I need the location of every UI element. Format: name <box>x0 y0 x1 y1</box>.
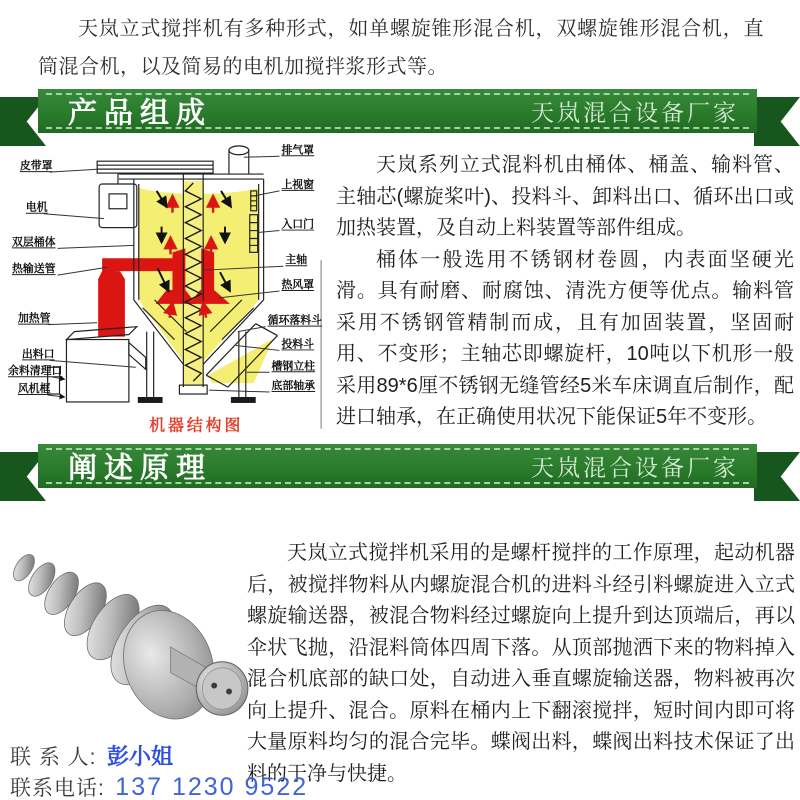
banner-title: 产品组成 <box>68 97 213 130</box>
ribbon-band <box>38 89 757 133</box>
diagram-label: 入口门 <box>281 218 315 231</box>
section-banner-composition <box>0 86 800 148</box>
diagram-label: 加热管 <box>17 312 51 325</box>
diagram-label: 热输送管 <box>11 263 56 276</box>
contact-name: 彭小姐 <box>106 744 173 769</box>
ribbon-band <box>38 444 757 488</box>
diagram-caption: 机器结构图 <box>149 417 244 435</box>
diagram-label: 投料斗 <box>281 338 315 351</box>
ribbon-tail-right-icon <box>754 97 800 146</box>
machine-structure-diagram <box>8 140 330 440</box>
diagram-label: 上视窗 <box>281 178 315 191</box>
diagram-label: 电机 <box>25 201 48 214</box>
contact-name-row <box>10 742 308 772</box>
ribbon-tail-right-icon <box>754 452 800 501</box>
diagram-label: 皮带罩 <box>19 160 53 173</box>
diagram-label: 循环落料斗 <box>267 314 322 327</box>
section-banner-principle <box>0 441 800 503</box>
contact-name-label: 联 系 人: <box>10 746 97 769</box>
intro-paragraph: 天岚立式搅拌机有多种形式，如单螺旋锥形混合机，双螺旋锥形混合机，直筒混合机，以及简易的电机加搅拌浆形式等。 <box>38 18 764 78</box>
banner-company: 天岚混合设备厂家 <box>531 99 739 126</box>
contact-block <box>10 742 308 800</box>
contact-phone: 137 1230 9522 <box>115 773 309 800</box>
composition-text <box>336 150 794 434</box>
diagram-label: 槽钢立柱 <box>271 360 316 373</box>
banner-title: 阐述原理 <box>68 452 213 485</box>
contact-phone-label: 联系电话: <box>10 777 105 800</box>
contact-phone-row <box>10 772 308 800</box>
diagram-label: 热风罩 <box>281 279 315 292</box>
banner-company: 天岚混合设备厂家 <box>531 454 739 481</box>
screw-auger-photo <box>2 528 250 746</box>
diagram-label: 余料清理口 <box>8 365 63 378</box>
screw-flights <box>9 551 228 732</box>
diagram-label: 排气罩 <box>281 144 315 157</box>
diagram-label: 出料口 <box>21 348 55 361</box>
composition-paragraph-2: 桶体一般选用不锈钢材卷圆，内表面坚硬光滑。具有耐磨、耐腐蚀、清洗方便等优点。输料管采用不锈钢管精制而成，且有加固装置，坚固耐用、不变形；主轴芯即螺旋杆，10吨以下机形一般采用89*6厘不锈钢无缝管经5米车床调直后制作，配进口轴承，在正确使用状况下能保证5年不变形。 <box>336 248 794 428</box>
screw-flange <box>196 662 248 716</box>
diagram-label: 主轴 <box>285 254 308 267</box>
diagram-label: 双层桶体 <box>11 236 56 249</box>
machine-feet <box>138 397 256 403</box>
diagram-label: 风机框 <box>17 383 51 396</box>
composition-paragraph-1: 天岚系列立式混料机由桶体、桶盖、输料管、主轴芯(螺旋桨叶)、投料斗、卸料出口、循环出口或加热装置，及自动上料装置等部件组成。 <box>336 154 794 239</box>
principle-paragraph: 天岚立式搅拌机采用的是螺杆搅拌的工作原理，起动机器后，被搅拌物料从内螺旋混合机的进料斗经引料螺旋进入立式螺旋输送器，被混合物料经过螺旋向上提升到达顶端后，再以伞状飞抛，沿混料筒体四周下落。从顶部抛洒下来的物料掉入混合机底部的缺口处，自动进入垂直螺旋输送器，物料被再次向上提升、混合。原料在桶内上下翻滚搅拌，短时间内即可将大量原料均匀的混合完毕。蝶阀出料，蝶阀出料技术保证了出料的干净与快捷。 <box>247 542 795 785</box>
diagram-label: 底部轴承 <box>271 380 316 393</box>
